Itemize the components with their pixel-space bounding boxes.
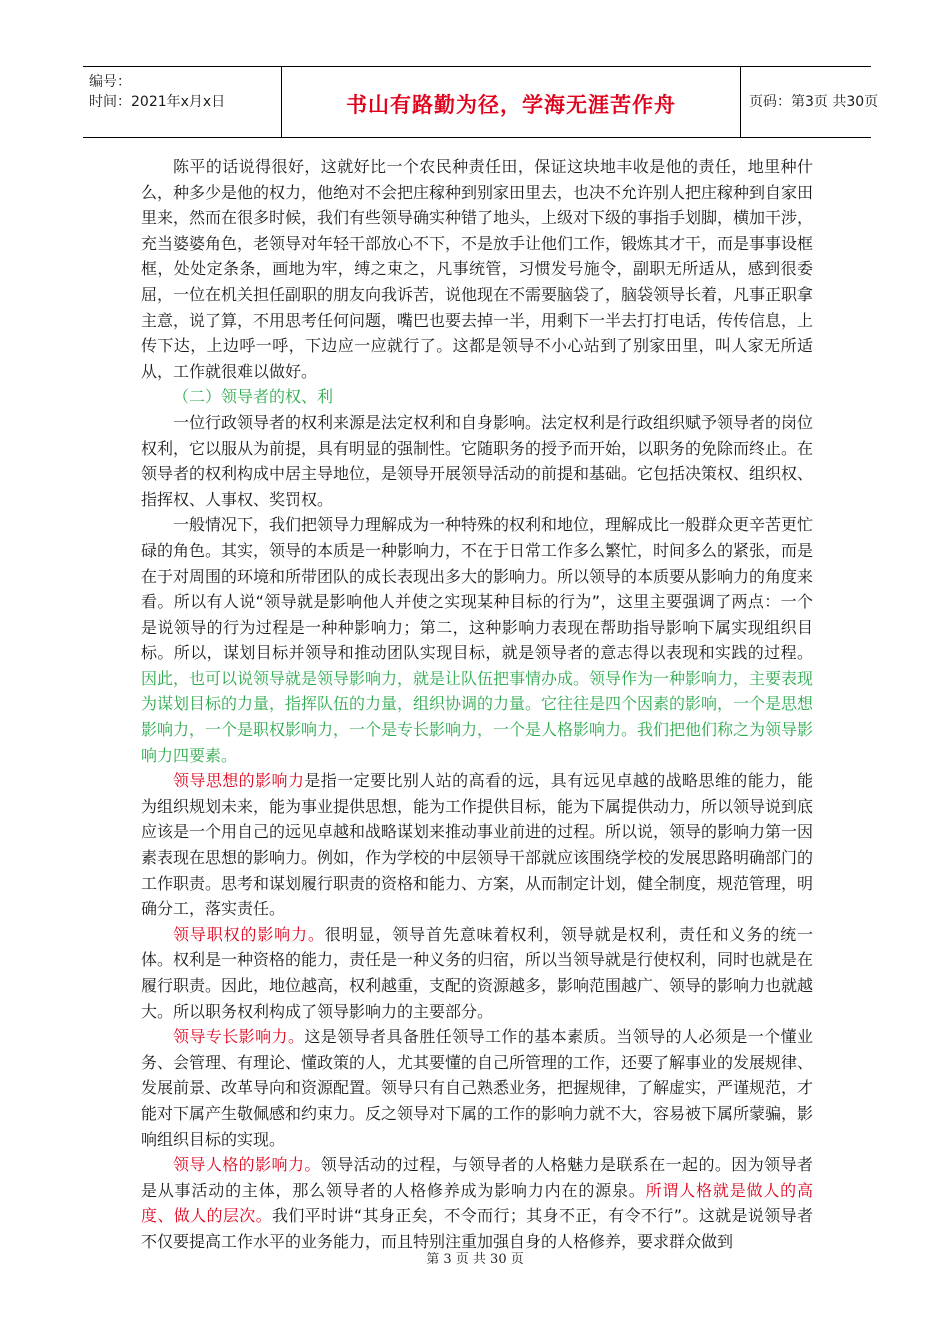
document-body [141, 154, 813, 1255]
highlighted-term: 领导职权的影响力。 [173, 924, 325, 944]
paragraph [141, 1152, 813, 1254]
header-motto: 书山有路勤为径，学海无涯苦作舟 [346, 93, 676, 117]
paragraph [141, 512, 813, 768]
highlighted-text: 所谓人格就是做人的高度、做人的层次。 [141, 1180, 813, 1226]
paragraph-text: 是指一定要比别人站的高看的远，具有远见卓越的战略思维的能力，能为组织规划未来，能为事业提供思想，能为工作提供目标，能为下属提供动力，所以领导说到底应该是一个用自己的远见卓越和战略谋划来推动事业前进的过程。所以说，领导的影响力第一因素表现在思想的影响力。例如，作为学校的中层领导干部就应该围绕学校的发展思路明确部门的工作职责。思考和谋划履行职责的资格和能力、方案，从而制定计划，健全制度，规范管理，明确分工，落实责任。 [141, 771, 814, 919]
paragraph [141, 922, 813, 1024]
paragraph: 陈平的话说得很好，这就好比一个农民种责任田，保证这块地丰收是他的责任，地里种什么，种多少是他的权力，他绝对不会把庄稼种到别家田里去，也决不允许别人把庄稼种到自家田里来，然而在很多时候，我们有些领导确实种错了地头，上级对下级的事指手划脚，横加干涉，充当婆婆角色，老领导对年轻干部放心不下，不是放手让他们工作，锻炼其才干，而是事事设框框，处处定条条，画地为牢，缚之束之，凡事统管，习惯发号施令，副职无所适从，感到很委屈，一位在机关担任副职的朋友向我诉苦，说他现在不需要脑袋了，脑袋领导长着，凡事正职拿主意，说了算，不用思考任何问题，嘴巴也要去掉一半，用剩下一半去打打电话，传传信息，上传下达，上边呼一呼，下边应一应就行了。这都是领导不小心站到了别家田里，叫人家无所适从，工作就很难以做好。 [141, 157, 814, 381]
header-page-number: 页码：第3页 共30页 [749, 94, 879, 110]
page-footer: 第 3 页 共 30 页 [426, 1252, 524, 1267]
section-heading: （二）领导者的权、利 [173, 387, 334, 407]
highlighted-term: 领导思想的影响力 [173, 771, 305, 791]
paragraph [141, 768, 813, 922]
highlighted-text: 因此，也可以说领导就是领导影响力，就是让队伍把事情办成。领导作为一种影响力，主要表现为谋划目标的力量，指挥队伍的力量，组织协调的力量。它往往是四个因素的影响，一个是思想影响力，一个是职权影响力，一个是专长影响力，一个是人格影响力。我们把他们称之为领导影响力四要素。 [141, 668, 814, 765]
highlighted-term: 领导人格的影响力。 [173, 1155, 321, 1175]
header-meta [83, 67, 281, 137]
paragraph-text: 很明显，领导首先意味着权利，领导就是权利，责任和义务的统一体。权利是一种资格的能力，责任是一种义务的归宿，所以当领导就是行使权利，同时也就是在履行职责。因此，地位越高，权利越重，支配的资源越多，影响范围越广、领导的影响力也就越大。所以职务权利构成了领导影响力的主要部分。 [141, 924, 814, 1021]
paragraph [141, 1024, 813, 1152]
date-label: 时间：2021年x月x日 [89, 94, 226, 110]
paragraph: 一位行政领导者的权利来源是法定权利和自身影响。法定权利是行政组织赋予领导者的岗位权利，它以服从为前提，具有明显的强制性。它随职务的授予而开始，以职务的免除而终止。在领导者的权利构成中居主导地位，是领导开展领导活动的前提和基础。它包括决策权、组织权、指挥权、人事权、奖罚权。 [141, 412, 814, 509]
page-header [83, 66, 879, 138]
header-motto-cell [281, 67, 741, 137]
paragraph-text: 一般情况下，我们把领导力理解成为一种特殊的权利和地位，理解成比一般群众更辛苦更忙碌的角色。其实，领导的本质是一种影响力，不在于日常工作多么繁忙，时间多么的紧张，而是在于对周围的环境和所带团队的成长表现出多大的影响力。所以领导的本质要从影响力的角度来看。所以有人说“领导就是影响他人并使之实现某种目标的行为”，这里主要强调了两点：一个是说领导的行为过程是一种种影响力；第二，这种影响力表现在帮助指导影响下属实现组织目标。所以，谋划目标并领导和推动团队实现目标，就是领导者的意志得以表现和实践的过程。 [141, 515, 814, 663]
paragraph-text: 我们平时讲“其身正矣，不令而行；其身不正，有令不行”。这就是说领导者不仅要提高工作水平的业务能力，而且特别注重加强自身的人格修养，要求群众做到 [141, 1206, 813, 1251]
paragraph-text: 这是领导者具备胜任领导工作的基本素质。当领导的人必须是一个懂业务、会管理、有理论、懂政策的人，尤其要懂的自己所管理的工作，还要了解事业的发展规律、发展前景、改革导向和资源配置。领导只有自己熟悉业务，把握规律，了解虚实，严谨规范，才能对下属产生敬佩感和约束力。反之领导对下属的工作的影响力就不大，容易被下属所蒙骗，影响组织目标的实现。 [141, 1027, 814, 1149]
serial-number-label: 编号： [89, 74, 131, 90]
highlighted-term: 领导专长影响力。 [173, 1027, 305, 1047]
paragraph-text: 领导活动的过程，与领导者的人格魅力是联系在一起的。因为领导者是从事活动的主体，那么领导者的人格修养成为影响力内在的源泉。 [141, 1155, 813, 1200]
